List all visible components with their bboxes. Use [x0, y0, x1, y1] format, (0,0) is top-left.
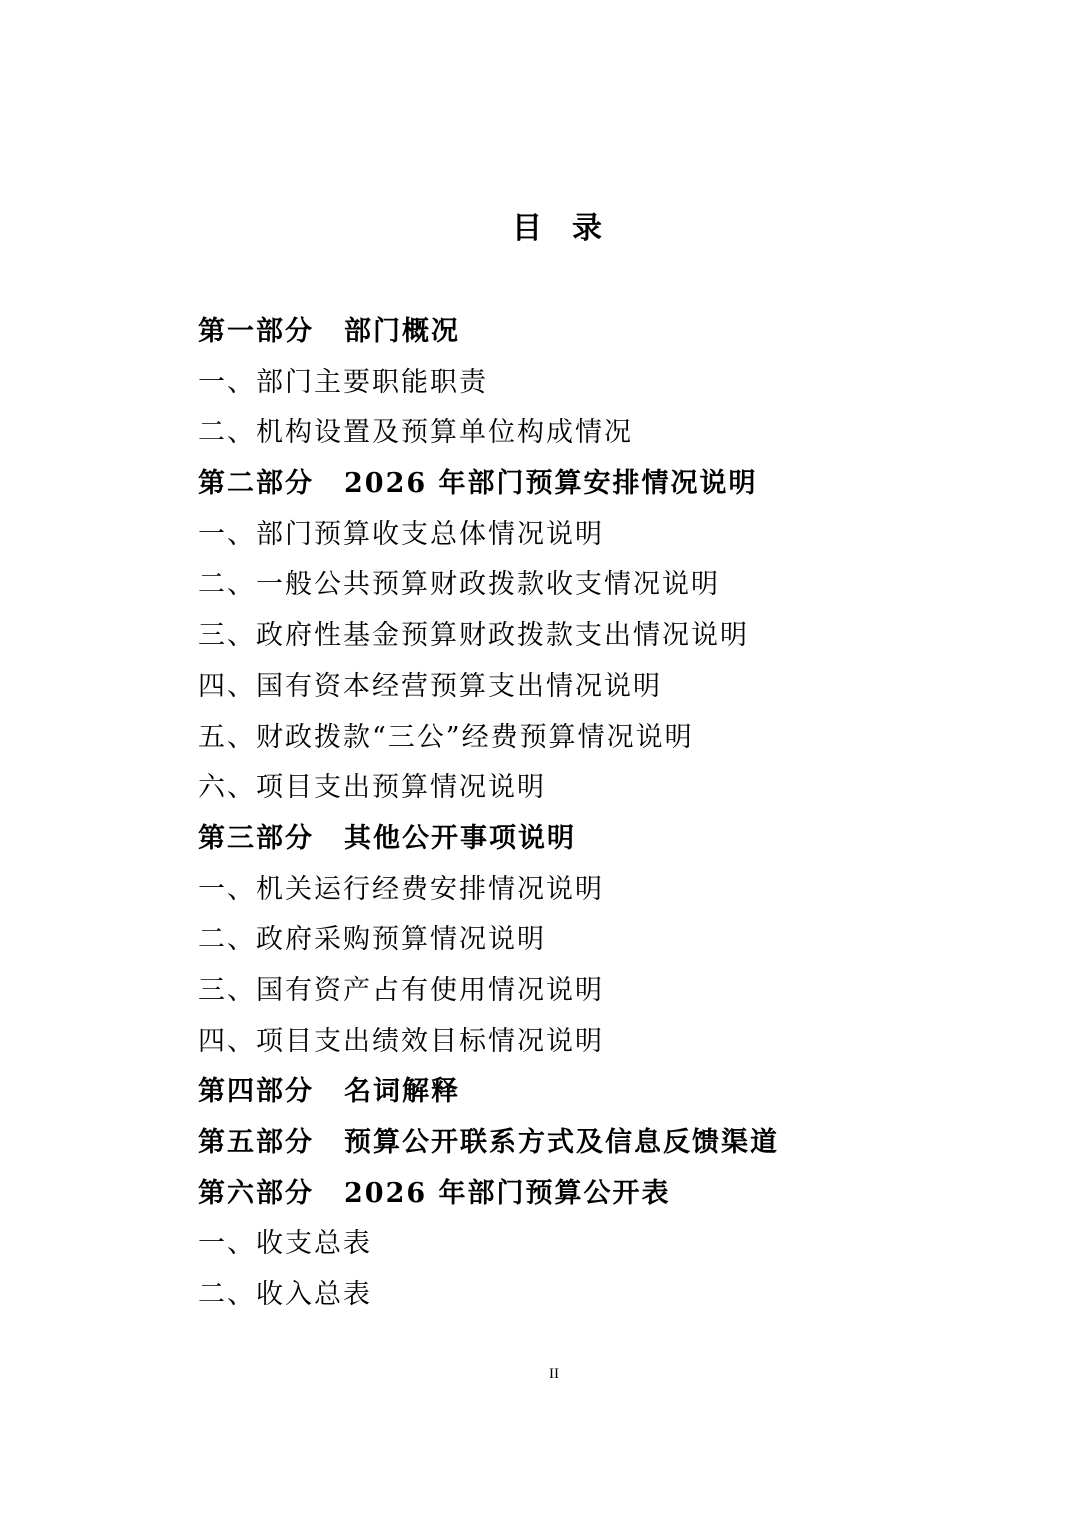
toc-part-label: 第二部分	[198, 468, 314, 500]
toc-part-heading[interactable]	[198, 1172, 998, 1223]
toc-entry[interactable]	[198, 361, 998, 412]
page-number: II	[549, 1366, 559, 1382]
toc-entry[interactable]	[198, 513, 998, 564]
table-of-contents	[198, 310, 998, 1324]
toc-entry-text: 其他公开事项说明	[344, 822, 576, 854]
toc-entry[interactable]	[198, 868, 998, 919]
toc-entry[interactable]	[198, 969, 998, 1020]
toc-entry[interactable]	[198, 1222, 998, 1273]
toc-part-heading[interactable]	[198, 817, 998, 868]
toc-entry[interactable]	[198, 716, 998, 767]
toc-entry[interactable]	[198, 665, 998, 716]
toc-entry-text: 二、政府采购预算情况说明	[198, 924, 546, 956]
toc-entry[interactable]	[198, 1020, 998, 1071]
toc-entry-text: 部门概况	[344, 316, 460, 347]
toc-part-heading[interactable]	[198, 310, 998, 361]
toc-entry-text: 2026 年部门预算公开表	[344, 1177, 671, 1209]
toc-entry-text: 二、机构设置及预算单位构成情况	[198, 417, 633, 449]
toc-part-label: 第四部分	[198, 1076, 314, 1108]
toc-entry-text: 一、部门预算收支总体情况说明	[198, 518, 604, 550]
toc-entry[interactable]	[198, 1273, 998, 1324]
toc-entry-text: 一、部门主要职能职责	[198, 366, 488, 398]
toc-entry[interactable]	[198, 411, 998, 462]
toc-entry-text: 三、政府性基金预算财政拨款支出情况说明	[198, 620, 749, 652]
toc-entry-text: 一、机关运行经费安排情况说明	[198, 873, 604, 905]
toc-entry-text: 三、国有资产占有使用情况说明	[198, 974, 604, 1006]
toc-entry-text: 二、一般公共预算财政拨款收支情况说明	[198, 569, 720, 601]
toc-entry-text: 四、项目支出绩效目标情况说明	[198, 1025, 604, 1057]
toc-part-heading[interactable]	[198, 462, 998, 513]
toc-entry-text: 2026 年部门预算安排情况说明	[344, 468, 758, 500]
toc-part-heading[interactable]	[198, 1121, 998, 1172]
page-title: 目录	[512, 211, 632, 246]
toc-entry-text: 四、国有资本经营预算支出情况说明	[198, 670, 662, 702]
toc-entry[interactable]	[198, 766, 998, 817]
toc-entry-text: 六、项目支出预算情况说明	[198, 772, 546, 804]
toc-part-label: 第五部分	[198, 1127, 314, 1158]
toc-entry-text: 预算公开联系方式及信息反馈渠道	[344, 1127, 779, 1158]
toc-part-label: 第三部分	[198, 822, 314, 854]
toc-entry-text: 二、收入总表	[198, 1279, 372, 1311]
toc-entry[interactable]	[198, 918, 998, 969]
toc-part-heading[interactable]	[198, 1070, 998, 1121]
toc-entry-text: 五、财政拨款“三公”经费预算情况说明	[198, 721, 694, 753]
toc-entry[interactable]	[198, 614, 998, 665]
toc-entry-text: 一、收支总表	[198, 1228, 372, 1260]
toc-entry-text: 名词解释	[344, 1076, 460, 1108]
toc-part-label: 第六部分	[198, 1177, 314, 1209]
toc-entry[interactable]	[198, 563, 998, 614]
toc-part-label: 第一部分	[198, 316, 314, 347]
